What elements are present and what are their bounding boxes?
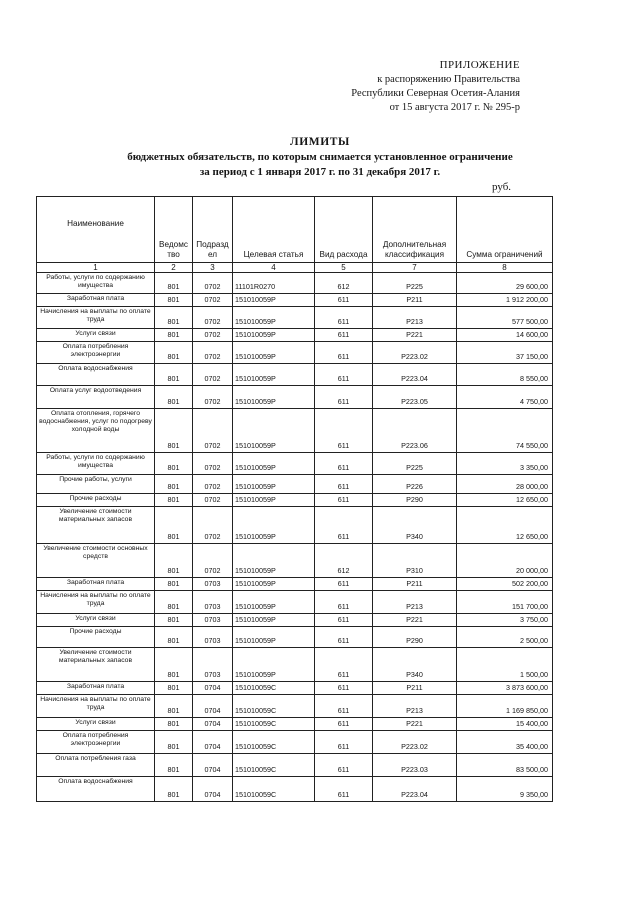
cell-extra-classification: P340 [373, 648, 457, 682]
cell-target-article: 151010059P [233, 648, 315, 682]
cell-extra-classification: P225 [373, 453, 457, 475]
cell-subsection: 0704 [193, 695, 233, 718]
cell-name: Услуги связи [37, 718, 155, 731]
cell-expense-type: 611 [315, 409, 373, 453]
appendix-heading: ПРИЛОЖЕНИЕ [439, 59, 520, 71]
header-name: Наименование [37, 197, 155, 263]
cell-name: Прочие расходы [37, 494, 155, 507]
cell-extra-classification: P213 [373, 695, 457, 718]
column-number: 4 [233, 263, 315, 273]
cell-target-article: 151010059C [233, 695, 315, 718]
document-subtitle-2: за период с 1 января 2017 г. по 31 декабря 2017 г. [199, 166, 441, 178]
cell-extra-classification: P223.02 [373, 731, 457, 754]
cell-extra-classification: P223.03 [373, 754, 457, 777]
cell-extra-classification: P310 [373, 544, 457, 578]
cell-department: 801 [155, 453, 193, 475]
cell-amount: 35 400,00 [457, 731, 553, 754]
cell-name: Работы, услуги по содержанию имущества [37, 273, 155, 294]
cell-name: Заработная плата [37, 578, 155, 591]
cell-subsection: 0704 [193, 777, 233, 802]
cell-department: 801 [155, 409, 193, 453]
cell-extra-classification: P223.04 [373, 364, 457, 386]
cell-extra-classification: P221 [373, 329, 457, 342]
column-number-row [37, 263, 553, 273]
cell-name: Заработная плата [37, 682, 155, 695]
cell-expense-type: 612 [315, 273, 373, 294]
cell-name: Увеличение стоимости материальных запасов [37, 507, 155, 544]
cell-name: Начисления на выплаты по оплате труда [37, 695, 155, 718]
cell-subsection: 0702 [193, 329, 233, 342]
cell-department: 801 [155, 648, 193, 682]
cell-amount: 1 169 850,00 [457, 695, 553, 718]
table-row [37, 294, 553, 307]
cell-department: 801 [155, 731, 193, 754]
cell-target-article: 151010059C [233, 754, 315, 777]
document-title-block [40, 135, 600, 180]
cell-subsection: 0702 [193, 342, 233, 364]
cell-subsection: 0703 [193, 627, 233, 648]
column-number: 7 [373, 263, 457, 273]
cell-amount: 12 650,00 [457, 507, 553, 544]
currency-unit: руб. [492, 181, 512, 193]
cell-department: 801 [155, 364, 193, 386]
table-row [37, 386, 553, 409]
cell-amount: 577 500,00 [457, 307, 553, 329]
cell-department: 801 [155, 273, 193, 294]
appendix-line-1: к распоряжению Правительства [377, 74, 520, 85]
cell-target-article: 151010059P [233, 544, 315, 578]
cell-target-article: 151010059P [233, 409, 315, 453]
header-subsection: Подразд ел [193, 197, 233, 263]
cell-subsection: 0702 [193, 453, 233, 475]
cell-target-article: 151010059P [233, 578, 315, 591]
cell-extra-classification: P213 [373, 307, 457, 329]
cell-subsection: 0703 [193, 591, 233, 614]
cell-subsection: 0704 [193, 731, 233, 754]
cell-subsection: 0703 [193, 578, 233, 591]
cell-name: Оплата водоснабжения [37, 364, 155, 386]
cell-department: 801 [155, 754, 193, 777]
table-row [37, 475, 553, 494]
cell-name: Начисления на выплаты по оплате труда [37, 307, 155, 329]
table-row [37, 409, 553, 453]
cell-subsection: 0703 [193, 648, 233, 682]
cell-expense-type: 611 [315, 591, 373, 614]
cell-target-article: 11101R0270 [233, 273, 315, 294]
cell-subsection: 0702 [193, 273, 233, 294]
cell-expense-type: 611 [315, 754, 373, 777]
cell-name: Прочие расходы [37, 627, 155, 648]
cell-department: 801 [155, 578, 193, 591]
cell-amount: 8 550,00 [457, 364, 553, 386]
document-subtitle-1: бюджетных обязательств, по которым снимается установленное ограничение [127, 151, 513, 163]
cell-amount: 15 400,00 [457, 718, 553, 731]
cell-target-article: 151010059P [233, 494, 315, 507]
cell-department: 801 [155, 777, 193, 802]
cell-amount: 2 500,00 [457, 627, 553, 648]
cell-department: 801 [155, 614, 193, 627]
cell-expense-type: 612 [315, 544, 373, 578]
table-row [37, 578, 553, 591]
header-extra-classification: Дополнительная классификация [373, 197, 457, 263]
cell-subsection: 0702 [193, 494, 233, 507]
cell-name: Увеличение стоимости материальных запасов [37, 648, 155, 682]
cell-name: Прочие работы, услуги [37, 475, 155, 494]
table-row [37, 731, 553, 754]
table-row [37, 364, 553, 386]
cell-expense-type: 611 [315, 507, 373, 544]
cell-department: 801 [155, 494, 193, 507]
cell-expense-type: 611 [315, 494, 373, 507]
cell-name: Начисления на выплаты по оплате труда [37, 591, 155, 614]
cell-expense-type: 611 [315, 777, 373, 802]
table-row [37, 544, 553, 578]
cell-amount: 1 912 200,00 [457, 294, 553, 307]
table-header-row [37, 197, 553, 263]
cell-amount: 28 000,00 [457, 475, 553, 494]
cell-extra-classification: P221 [373, 718, 457, 731]
cell-name: Увеличение стоимости основных средств [37, 544, 155, 578]
cell-target-article: 151010059C [233, 777, 315, 802]
cell-name: Оплата водоснабжения [37, 777, 155, 802]
cell-target-article: 151010059P [233, 364, 315, 386]
column-number: 8 [457, 263, 553, 273]
table-row [37, 754, 553, 777]
cell-target-article: 151010059P [233, 591, 315, 614]
cell-target-article: 151010059P [233, 294, 315, 307]
cell-target-article: 151010059P [233, 386, 315, 409]
table-row [37, 648, 553, 682]
cell-target-article: 151010059P [233, 627, 315, 648]
cell-department: 801 [155, 386, 193, 409]
document-title: ЛИМИТЫ [290, 136, 350, 148]
cell-expense-type: 611 [315, 307, 373, 329]
cell-subsection: 0704 [193, 754, 233, 777]
cell-expense-type: 611 [315, 475, 373, 494]
cell-amount: 3 750,00 [457, 614, 553, 627]
cell-department: 801 [155, 718, 193, 731]
cell-extra-classification: P213 [373, 591, 457, 614]
table-row [37, 777, 553, 802]
column-number: 3 [193, 263, 233, 273]
column-number: 2 [155, 263, 193, 273]
cell-name: Оплата отопления, горячего водоснабжения, услуг по подогреву холодной воды [37, 409, 155, 453]
cell-target-article: 151010059P [233, 307, 315, 329]
header-department: Ведомс тво [155, 197, 193, 263]
cell-expense-type: 611 [315, 294, 373, 307]
cell-extra-classification: P223.02 [373, 342, 457, 364]
cell-amount: 74 550,00 [457, 409, 553, 453]
cell-subsection: 0702 [193, 294, 233, 307]
header-amount: Сумма ограничений [457, 197, 553, 263]
appendix-block [300, 58, 520, 115]
cell-name: Оплата потребления электроэнергии [37, 731, 155, 754]
table-row [37, 591, 553, 614]
cell-amount: 4 750,00 [457, 386, 553, 409]
cell-subsection: 0702 [193, 409, 233, 453]
cell-extra-classification: P223.04 [373, 777, 457, 802]
cell-department: 801 [155, 627, 193, 648]
table-row [37, 329, 553, 342]
cell-extra-classification: P223.06 [373, 409, 457, 453]
cell-subsection: 0702 [193, 364, 233, 386]
cell-department: 801 [155, 591, 193, 614]
cell-target-article: 151010059P [233, 475, 315, 494]
cell-department: 801 [155, 294, 193, 307]
cell-expense-type: 611 [315, 329, 373, 342]
cell-expense-type: 611 [315, 386, 373, 409]
cell-subsection: 0702 [193, 386, 233, 409]
cell-extra-classification: P225 [373, 273, 457, 294]
cell-extra-classification: P340 [373, 507, 457, 544]
cell-extra-classification: P211 [373, 682, 457, 695]
table-row [37, 307, 553, 329]
cell-subsection: 0702 [193, 475, 233, 494]
cell-department: 801 [155, 475, 193, 494]
cell-department: 801 [155, 307, 193, 329]
cell-subsection: 0702 [193, 307, 233, 329]
cell-amount: 151 700,00 [457, 591, 553, 614]
cell-name: Услуги связи [37, 329, 155, 342]
cell-department: 801 [155, 695, 193, 718]
cell-amount: 502 200,00 [457, 578, 553, 591]
cell-extra-classification: P290 [373, 494, 457, 507]
cell-target-article: 151010059P [233, 614, 315, 627]
table-row [37, 682, 553, 695]
cell-extra-classification: P211 [373, 294, 457, 307]
cell-subsection: 0703 [193, 614, 233, 627]
cell-expense-type: 611 [315, 627, 373, 648]
cell-amount: 9 350,00 [457, 777, 553, 802]
header-expense-type: Вид расхода [315, 197, 373, 263]
column-number: 5 [315, 263, 373, 273]
cell-extra-classification: P221 [373, 614, 457, 627]
cell-amount: 29 600,00 [457, 273, 553, 294]
cell-expense-type: 611 [315, 718, 373, 731]
cell-expense-type: 611 [315, 614, 373, 627]
table-row [37, 614, 553, 627]
cell-name: Услуги связи [37, 614, 155, 627]
cell-subsection: 0704 [193, 718, 233, 731]
cell-target-article: 151010059P [233, 507, 315, 544]
table-row [37, 627, 553, 648]
cell-amount: 83 500,00 [457, 754, 553, 777]
cell-amount: 14 600,00 [457, 329, 553, 342]
table-row [37, 718, 553, 731]
cell-target-article: 151010059C [233, 718, 315, 731]
cell-amount: 1 500,00 [457, 648, 553, 682]
cell-name: Оплата потребления газа [37, 754, 155, 777]
cell-amount: 20 000,00 [457, 544, 553, 578]
cell-amount: 12 650,00 [457, 494, 553, 507]
cell-expense-type: 611 [315, 578, 373, 591]
table-row [37, 507, 553, 544]
cell-expense-type: 611 [315, 342, 373, 364]
cell-department: 801 [155, 507, 193, 544]
cell-amount: 37 150,00 [457, 342, 553, 364]
cell-department: 801 [155, 329, 193, 342]
cell-subsection: 0702 [193, 544, 233, 578]
appendix-line-2: Республики Северная Осетия-Алания [351, 88, 520, 99]
cell-amount: 3 350,00 [457, 453, 553, 475]
table-row [37, 453, 553, 475]
cell-target-article: 151010059C [233, 731, 315, 754]
cell-target-article: 151010059P [233, 342, 315, 364]
table-row [37, 695, 553, 718]
cell-expense-type: 611 [315, 364, 373, 386]
cell-expense-type: 611 [315, 695, 373, 718]
cell-extra-classification: P223.05 [373, 386, 457, 409]
cell-expense-type: 611 [315, 731, 373, 754]
cell-expense-type: 611 [315, 648, 373, 682]
appendix-line-3: от 15 августа 2017 г. № 295-р [389, 102, 520, 113]
table-row [37, 342, 553, 364]
cell-target-article: 151010059P [233, 453, 315, 475]
table-row [37, 494, 553, 507]
cell-name: Оплата потребления электроэнергии [37, 342, 155, 364]
limits-table [36, 196, 553, 802]
cell-subsection: 0702 [193, 507, 233, 544]
cell-extra-classification: P211 [373, 578, 457, 591]
cell-department: 801 [155, 682, 193, 695]
cell-extra-classification: P290 [373, 627, 457, 648]
header-target-article: Целевая статья [233, 197, 315, 263]
cell-name: Заработная плата [37, 294, 155, 307]
cell-expense-type: 611 [315, 682, 373, 695]
cell-target-article: 151010059P [233, 329, 315, 342]
table-body [37, 273, 553, 802]
cell-department: 801 [155, 342, 193, 364]
cell-extra-classification: P226 [373, 475, 457, 494]
table-row [37, 273, 553, 294]
column-number: 1 [37, 263, 155, 273]
cell-amount: 3 873 600,00 [457, 682, 553, 695]
cell-name: Оплата услуг водоотведения [37, 386, 155, 409]
cell-expense-type: 611 [315, 453, 373, 475]
cell-subsection: 0704 [193, 682, 233, 695]
cell-target-article: 151010059C [233, 682, 315, 695]
cell-department: 801 [155, 544, 193, 578]
cell-name: Работы, услуги по содержанию имущества [37, 453, 155, 475]
